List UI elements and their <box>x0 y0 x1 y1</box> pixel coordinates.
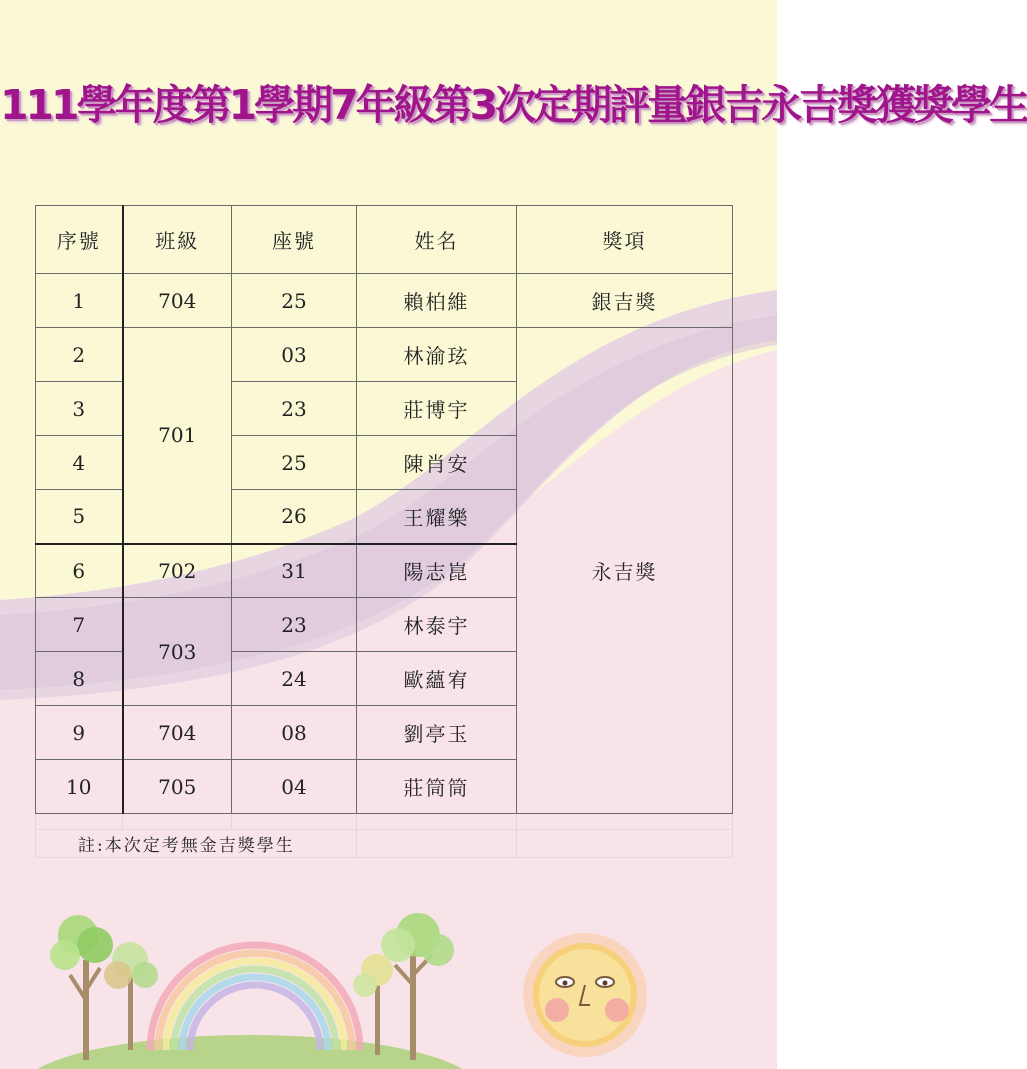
table-row <box>36 328 733 382</box>
header-class: 班級 <box>123 206 232 274</box>
name-cell: 陳肖安 <box>357 436 517 490</box>
spacer-cell <box>123 814 232 830</box>
spacer-cell <box>357 814 517 830</box>
serial-cell: 5 <box>36 490 123 544</box>
serial-cell: 6 <box>36 544 123 598</box>
class-cell: 703 <box>123 598 232 706</box>
seat-cell: 23 <box>232 598 357 652</box>
seat-cell: 23 <box>232 382 357 436</box>
spacer-row <box>36 814 733 830</box>
serial-cell: 10 <box>36 760 123 814</box>
seat-cell: 04 <box>232 760 357 814</box>
class-cell: 704 <box>123 274 232 328</box>
seat-cell: 24 <box>232 652 357 706</box>
serial-cell: 9 <box>36 706 123 760</box>
name-cell: 林泰宇 <box>357 598 517 652</box>
class-cell: 704 <box>123 706 232 760</box>
seat-cell: 31 <box>232 544 357 598</box>
header-seat: 座號 <box>232 206 357 274</box>
seat-cell: 08 <box>232 706 357 760</box>
serial-cell: 1 <box>36 274 123 328</box>
spacer-cell <box>232 814 357 830</box>
seat-cell: 25 <box>232 436 357 490</box>
header-award: 獎項 <box>517 206 733 274</box>
header-serial: 序號 <box>36 206 123 274</box>
serial-cell: 3 <box>36 382 123 436</box>
award-cell-yongji: 永吉獎 <box>517 328 733 814</box>
serial-cell: 8 <box>36 652 123 706</box>
spacer-cell <box>36 814 123 830</box>
header-name: 姓名 <box>357 206 517 274</box>
class-cell: 702 <box>123 544 232 598</box>
note-blank-cell <box>357 830 517 858</box>
seat-cell: 03 <box>232 328 357 382</box>
award-table <box>35 205 733 858</box>
page-title: 111學年度第1學期7年級第3次定期評量銀吉永吉獎獲獎學生 <box>0 81 1027 129</box>
name-cell: 莊筒筒 <box>357 760 517 814</box>
serial-cell: 2 <box>36 328 123 382</box>
note-blank-cell <box>517 830 733 858</box>
award-cell-silver: 銀吉獎 <box>517 274 733 328</box>
seat-cell: 26 <box>232 490 357 544</box>
note-row <box>36 830 733 858</box>
class-cell: 701 <box>123 328 232 544</box>
name-cell: 陽志崑 <box>357 544 517 598</box>
name-cell: 劉亭玉 <box>357 706 517 760</box>
name-cell: 莊博宇 <box>357 382 517 436</box>
name-cell: 歐蘊宥 <box>357 652 517 706</box>
class-cell: 705 <box>123 760 232 814</box>
serial-cell: 4 <box>36 436 123 490</box>
spacer-cell <box>517 814 733 830</box>
name-cell: 賴柏維 <box>357 274 517 328</box>
serial-cell: 7 <box>36 598 123 652</box>
name-cell: 王耀樂 <box>357 490 517 544</box>
table-row <box>36 274 733 328</box>
table-header-row <box>36 206 733 274</box>
seat-cell: 25 <box>232 274 357 328</box>
note-text: 註:本次定考無金吉獎學生 <box>36 830 357 858</box>
name-cell: 林渝玹 <box>357 328 517 382</box>
